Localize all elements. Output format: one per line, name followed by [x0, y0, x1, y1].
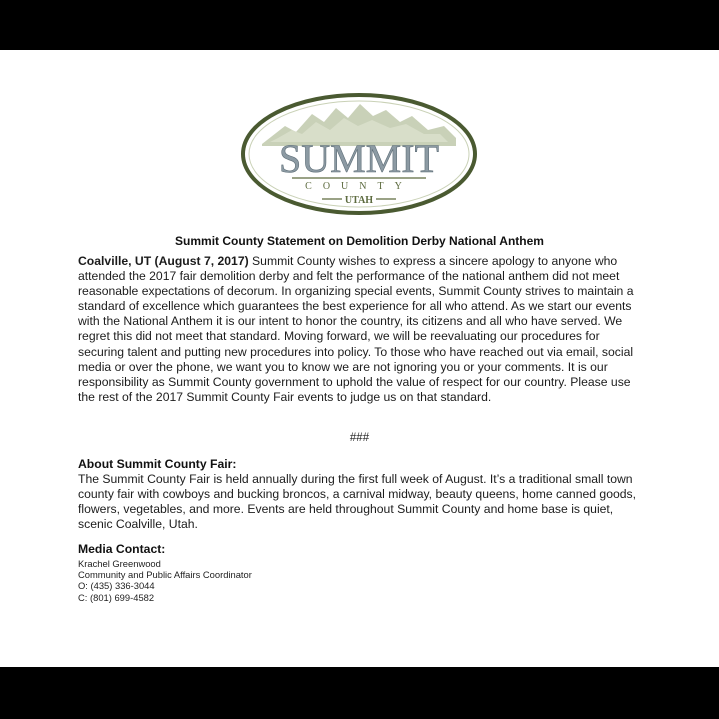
section-separator: ### — [349, 432, 370, 444]
media-contact-heading: Media Contact: — [78, 542, 166, 556]
statement-paragraph — [78, 254, 644, 405]
contact-title: Community and Public Affairs Coordinator — [78, 569, 252, 581]
contact-name: Krachel Greenwood — [78, 558, 161, 569]
contact-office-phone: O: (435) 336-3044 — [78, 580, 155, 592]
dateline: Coalville, UT (August 7, 2017) — [78, 254, 249, 268]
logo-summit-wordmark: SUMMIT — [278, 136, 440, 181]
summit-county-logo-graphic — [240, 92, 478, 216]
media-contact-block — [78, 558, 252, 603]
summit-county-logo — [240, 92, 478, 216]
press-release-page — [0, 50, 719, 667]
page-title: Summit County Statement on Demolition Derby National Anthem — [175, 234, 544, 248]
about-paragraph: The Summit County Fair is held annually during the first full week of August. It’s a traditional small town county fair with cowboys and bucking broncos, a carnival midway, beauty queens, home canned goods, flowers, vegetables, and more. Events are held throughout Summit County and home base is quiet, scenic Coalville, Utah. — [78, 472, 637, 532]
statement-text: Summit County wishes to express a sincere apology to anyone who attended the 2017 fair demolition derby and felt the performance of the national anthem did not meet reasonable expectations of decorum. In organizing special events, Summit County strives to maintain a standard of excellence which guarantees the best experience for all who attend. As we start our events with the National Anthem it is our intent to honor the country, its citizens and all who have served. We regret this did not meet that standard. Moving forward, we will be reevaluating our procedures for securing talent and putting new procedures into policy. To those who have reached out via email, social media or over the phone, we want you to know we are not ignoring you or your comments. It is our responsibility as Summit County government to uphold the value of respect for our country. Please use the rest of the 2017 Summit County Fair events to judge us on that standard. — [78, 254, 634, 404]
about-heading: About Summit County Fair: — [78, 457, 237, 471]
contact-cell-phone: C: (801) 699-4582 — [78, 591, 155, 603]
logo-county-wordmark: COUNTY — [305, 181, 413, 192]
logo-utah-wordmark: UTAH — [344, 195, 374, 206]
